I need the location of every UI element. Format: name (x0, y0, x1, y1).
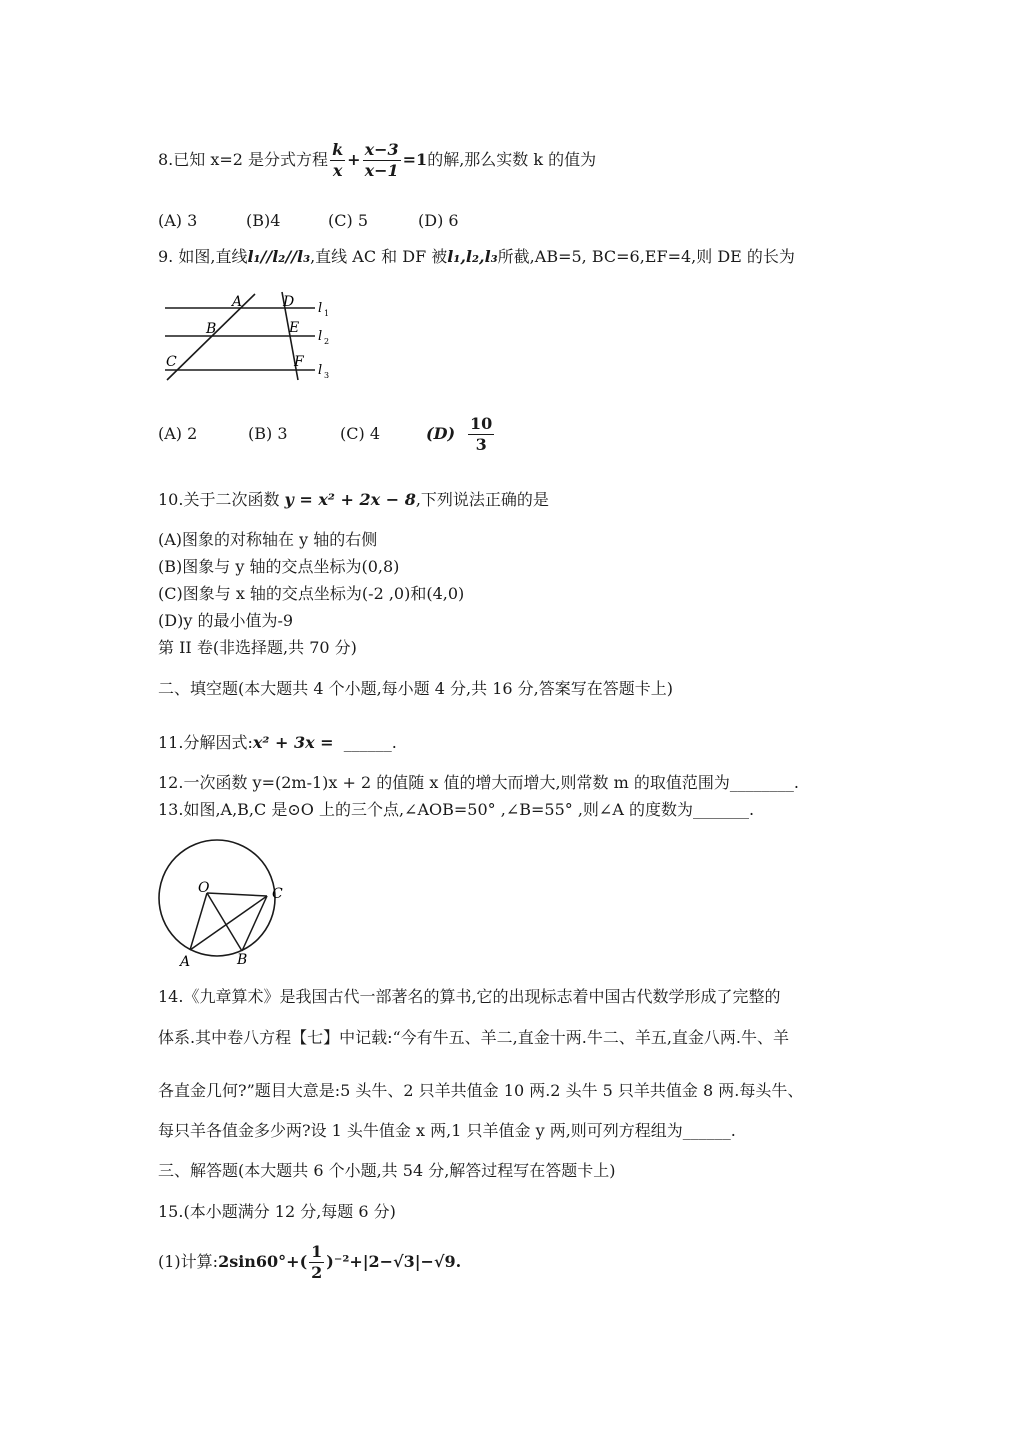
q8-option-c: (C) 5 (328, 211, 368, 230)
q9-label-l1: l (318, 301, 323, 316)
part2-title: 第 II 卷(非选择题,共 70 分) (158, 638, 357, 657)
q8-option-a: (A) 3 (158, 211, 198, 230)
q10-choice-c: (C)图象与 x 轴的交点坐标为(-2 ,0)和(4,0) (158, 584, 465, 603)
q8-option-d: (D) 6 (418, 211, 459, 230)
q9-label-c: C (166, 354, 177, 370)
q13-label-c: C (272, 886, 283, 902)
q15-1-line (158, 1240, 461, 1284)
q15-1-part-b: )⁻²+|2−√3|−√9. (326, 1252, 462, 1271)
q9-lines-list: l₁,l₂,l₃ (447, 247, 498, 266)
q13-label-a: A (180, 954, 191, 968)
q9-label-l3: l (318, 363, 323, 378)
svg-text:2: 2 (324, 337, 330, 346)
q10-formula: y = x² + 2x − 8 (284, 490, 416, 509)
q13-label-b: B (237, 952, 248, 968)
q15-1-frac: $\frac{1}{2}$ (311, 1242, 323, 1282)
q9-figure (160, 288, 340, 383)
q14-line-4: 每只羊各值金多少两?设 1 头牛值金 x 两,1 只羊值金 y 两,则可列方程组为______. (158, 1121, 736, 1140)
q13-label-o: O (198, 880, 210, 896)
q8-option-b: (B)4 (246, 211, 281, 230)
q9-label-d: D (283, 294, 295, 310)
q10-choice-d: (D)y 的最小值为-9 (158, 611, 294, 630)
q9-line (158, 247, 795, 267)
q9-option-b: (B) 3 (248, 424, 288, 443)
q11-prefix: 11.分解因式: (158, 733, 253, 752)
q8-line (158, 140, 596, 181)
q11-formula: x² + 3x = (252, 733, 334, 752)
q8-eq: =1 (402, 150, 428, 169)
q9-label-f: F (294, 354, 304, 370)
q9-options (158, 412, 496, 456)
q10-line (158, 490, 549, 510)
q9-option-d-label: (D) (426, 424, 456, 443)
q10-choice-b: (B)图象与 y 轴的交点坐标为(0,8) (158, 557, 400, 576)
q8-plus: + (347, 150, 361, 169)
q10-choice-a: (A)图象的对称轴在 y 轴的右侧 (158, 530, 378, 549)
q8-options (158, 211, 459, 231)
q10-suffix: ,下列说法正确的是 (415, 490, 549, 509)
q9-suffix: 所截,AB=5, BC=6,EF=4,则 DE 的长为 (497, 247, 795, 266)
section3-title: 三、解答题(本大题共 6 个小题,共 54 分,解答过程写在答题卡上) (158, 1161, 616, 1180)
q9-option-a: (A) 2 (158, 424, 198, 443)
q8-suffix: 的解,那么实数 k 的值为 (427, 150, 597, 169)
q13-figure (152, 838, 302, 968)
q9-label-a: A (232, 294, 243, 310)
q13-circle (159, 840, 275, 956)
q13-line: 13.如图,A,B,C 是⊙O 上的三个点,∠AOB=50° ,∠B=55° ,则∠A 的度数为_______. (158, 800, 755, 819)
svg-text:3: 3 (324, 371, 330, 380)
q9-label-l2: l (318, 329, 323, 344)
q15-title: 15.(本小题满分 12 分,每题 6 分) (158, 1202, 396, 1221)
section2-title: 二、填空题(本大题共 4 个小题,每小题 4 分,共 16 分,答案写在答题卡上) (158, 679, 673, 698)
q9-label-b: B (206, 321, 217, 337)
q11-line (158, 733, 397, 753)
q8-prefix: 8.已知 x=2 是分式方程 (158, 150, 329, 169)
svg-text:1: 1 (324, 309, 330, 318)
q9-prefix: 9. 如图,直线 (158, 247, 248, 266)
q8-frac-2: $\frac{x-3}{x-1}$ (364, 140, 399, 180)
q12-line: 12.一次函数 y=(2m-1)x + 2 的值随 x 值的增大而增大,则常数 m 的取值范围为________. (158, 773, 799, 792)
q8-frac-1: $\frac{k}{x}$ (332, 140, 344, 180)
q15-1-part-a: 2sin60°+( (218, 1252, 308, 1271)
q9-option-d-frac: $\frac{10}{3}$ (470, 414, 493, 454)
q14-line-3: 各直金几何?”题目大意是:5 头牛、2 只羊共值金 10 两.2 头牛 5 只羊共值金 8 两.每头牛、 (158, 1081, 804, 1100)
q9-option-c: (C) 4 (340, 424, 380, 443)
q9-label-e: E (289, 320, 300, 336)
q10-prefix: 10.关于二次函数 (158, 490, 280, 509)
q9-middle: ,直线 AC 和 DF 被 (310, 247, 448, 266)
q11-blank: ______. (343, 733, 397, 752)
q15-1-prefix: (1)计算: (158, 1252, 219, 1271)
q14-line-2: 体系.其中卷八方程【七】中记载:“今有牛五、羊二,直金十两.牛二、羊五,直金八两.牛、羊 (158, 1028, 790, 1047)
q14-line-1: 14.《九章算术》是我国古代一部著名的算书,它的出现标志着中国古代数学形成了完整的 (158, 987, 781, 1006)
q9-parallel-lines: l₁//l₂//l₃ (247, 247, 311, 266)
